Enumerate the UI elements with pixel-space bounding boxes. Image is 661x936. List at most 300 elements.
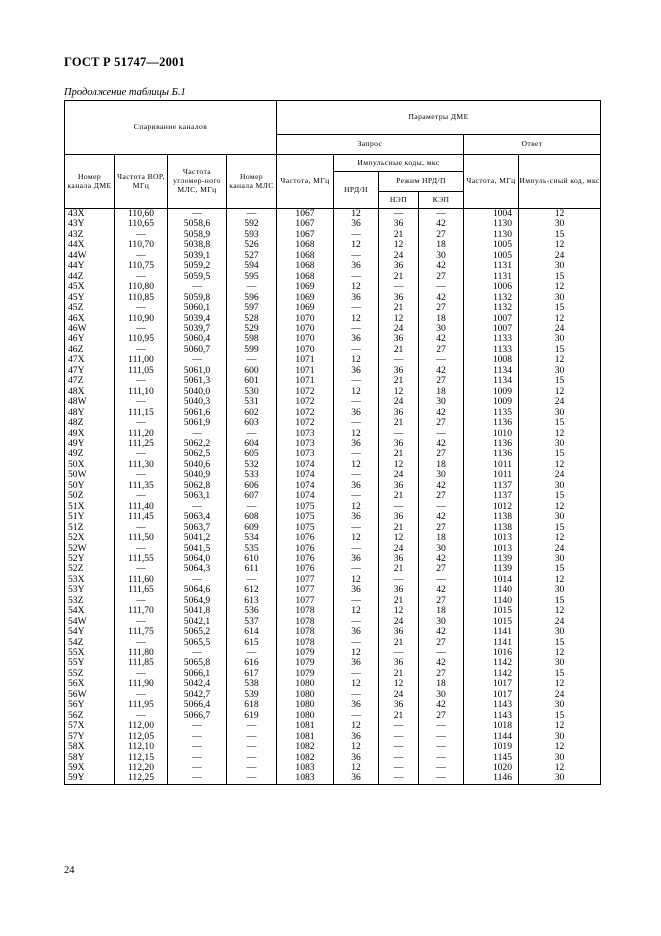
cell-pulse-code-nrd-n: 12 [334, 314, 379, 324]
cell-pulse-code-nep: 24 [379, 251, 419, 261]
cell-dme-channel: 47X [65, 355, 115, 365]
table-row [65, 470, 601, 480]
table-row [65, 544, 601, 554]
cell-mls-angle-frequency: — [168, 429, 227, 439]
table-row [65, 554, 601, 564]
cell-pulse-code-kep: 30 [419, 251, 464, 261]
cell-request-frequency: 1068 [277, 272, 334, 282]
cell-pulse-code-nep: 21 [379, 564, 419, 574]
cell-vor-frequency: — [115, 251, 168, 261]
cell-reply-pulse-code: 15 [519, 345, 601, 355]
cell-mls-channel: 595 [227, 272, 277, 282]
cell-reply-pulse-code: 12 [519, 460, 601, 470]
cell-mls-channel: 613 [227, 596, 277, 606]
cell-vor-frequency: 111,25 [115, 439, 168, 449]
table-row [65, 314, 601, 324]
table-row [65, 575, 601, 585]
cell-pulse-code-nep: — [379, 732, 419, 742]
cell-pulse-code-nep: — [379, 355, 419, 365]
cell-reply-pulse-code: 15 [519, 596, 601, 606]
cell-mls-angle-frequency: 5060,7 [168, 345, 227, 355]
cell-reply-frequency: 1012 [464, 502, 519, 512]
cell-pulse-code-nep: 36 [379, 408, 419, 418]
cell-request-frequency: 1081 [277, 732, 334, 742]
cell-mls-angle-frequency: — [168, 502, 227, 512]
header-pulse-codes: Импульсные коды, мкс [334, 155, 464, 172]
cell-mls-angle-frequency: — [168, 575, 227, 585]
table-row [65, 606, 601, 616]
table-row [65, 345, 601, 355]
cell-pulse-code-nrd-n: 36 [334, 658, 379, 668]
cell-mls-angle-frequency: 5066,7 [168, 711, 227, 721]
cell-pulse-code-kep: 30 [419, 690, 464, 700]
cell-mls-channel: 534 [227, 533, 277, 543]
cell-vor-frequency: 111,95 [115, 700, 168, 710]
cell-request-frequency: 1073 [277, 439, 334, 449]
cell-vor-frequency: — [115, 345, 168, 355]
table-row [65, 334, 601, 344]
cell-request-frequency: 1070 [277, 334, 334, 344]
cell-pulse-code-kep: 42 [419, 700, 464, 710]
cell-pulse-code-nrd-n: 12 [334, 679, 379, 689]
cell-pulse-code-kep: 27 [419, 272, 464, 282]
table-row [65, 512, 601, 522]
cell-reply-pulse-code: 24 [519, 617, 601, 627]
cell-mls-angle-frequency: 5060,4 [168, 334, 227, 344]
cell-request-frequency: 1078 [277, 627, 334, 637]
cell-pulse-code-nrd-n: — [334, 711, 379, 721]
cell-mls-channel: 527 [227, 251, 277, 261]
cell-mls-angle-frequency: 5060,1 [168, 303, 227, 313]
cell-reply-frequency: 1138 [464, 523, 519, 533]
cell-request-frequency: 1081 [277, 721, 334, 731]
cell-mls-channel: 605 [227, 449, 277, 459]
cell-reply-pulse-code: 30 [519, 219, 601, 229]
cell-reply-pulse-code: 12 [519, 606, 601, 616]
cell-vor-frequency: — [115, 669, 168, 679]
cell-mls-channel: 611 [227, 564, 277, 574]
cell-dme-channel: 56Z [65, 711, 115, 721]
cell-pulse-code-nrd-n: — [334, 345, 379, 355]
cell-dme-channel: 48X [65, 387, 115, 397]
cell-mls-channel: 593 [227, 230, 277, 240]
cell-pulse-code-nep: 24 [379, 470, 419, 480]
table-row [65, 439, 601, 449]
cell-mls-angle-frequency: — [168, 763, 227, 773]
cell-mls-channel: 615 [227, 638, 277, 648]
table-row [65, 491, 601, 501]
cell-mls-channel: 617 [227, 669, 277, 679]
cell-reply-frequency: 1017 [464, 679, 519, 689]
cell-vor-frequency: 111,30 [115, 460, 168, 470]
cell-pulse-code-nep: 21 [379, 711, 419, 721]
cell-pulse-code-nrd-n: 12 [334, 502, 379, 512]
cell-mls-channel: — [227, 732, 277, 742]
table-row [65, 387, 601, 397]
header-channel-pairing: Спаривание каналов [65, 101, 277, 155]
cell-pulse-code-nrd-n: 36 [334, 732, 379, 742]
cell-pulse-code-kep: 30 [419, 617, 464, 627]
cell-mls-angle-frequency: 5041,5 [168, 544, 227, 554]
cell-vor-frequency: 111,10 [115, 387, 168, 397]
table-row [65, 638, 601, 648]
cell-reply-frequency: 1020 [464, 763, 519, 773]
cell-dme-channel: 56Y [65, 700, 115, 710]
cell-mls-angle-frequency: 5064,0 [168, 554, 227, 564]
cell-pulse-code-nrd-n: — [334, 564, 379, 574]
cell-pulse-code-kep: 27 [419, 230, 464, 240]
cell-vor-frequency: — [115, 324, 168, 334]
table-row [65, 533, 601, 543]
cell-reply-frequency: 1006 [464, 282, 519, 292]
cell-reply-pulse-code: 12 [519, 575, 601, 585]
cell-pulse-code-nep: 12 [379, 387, 419, 397]
cell-reply-frequency: 1007 [464, 314, 519, 324]
cell-dme-channel: 43Y [65, 219, 115, 229]
cell-mls-angle-frequency: — [168, 732, 227, 742]
cell-mls-channel: 616 [227, 658, 277, 668]
cell-reply-frequency: 1014 [464, 575, 519, 585]
table-row [65, 679, 601, 689]
cell-mls-channel: — [227, 502, 277, 512]
cell-pulse-code-nep: — [379, 575, 419, 585]
cell-mls-channel: — [227, 742, 277, 752]
cell-mls-channel: 528 [227, 314, 277, 324]
cell-mls-channel: 594 [227, 261, 277, 271]
cell-mls-channel: — [227, 721, 277, 731]
cell-pulse-code-nrd-n: — [334, 449, 379, 459]
cell-mls-channel: 598 [227, 334, 277, 344]
cell-pulse-code-kep: 27 [419, 345, 464, 355]
cell-dme-channel: 56W [65, 690, 115, 700]
header-nrd-n: НРД/Н [334, 172, 379, 209]
cell-reply-frequency: 1130 [464, 219, 519, 229]
cell-vor-frequency: 112,05 [115, 732, 168, 742]
cell-reply-pulse-code: 15 [519, 638, 601, 648]
cell-pulse-code-kep: 42 [419, 261, 464, 271]
cell-vor-frequency: 111,45 [115, 512, 168, 522]
cell-mls-angle-frequency: 5058,6 [168, 219, 227, 229]
cell-pulse-code-nrd-n: — [334, 669, 379, 679]
cell-vor-frequency: 111,80 [115, 648, 168, 658]
cell-reply-pulse-code: 15 [519, 303, 601, 313]
cell-reply-pulse-code: 12 [519, 282, 601, 292]
table-row [65, 272, 601, 282]
cell-reply-frequency: 1017 [464, 690, 519, 700]
cell-reply-pulse-code: 15 [519, 230, 601, 240]
cell-mls-angle-frequency: 5063,4 [168, 512, 227, 522]
cell-pulse-code-nep: 21 [379, 449, 419, 459]
table-row [65, 648, 601, 658]
cell-reply-pulse-code: 12 [519, 533, 601, 543]
cell-mls-angle-frequency: — [168, 209, 227, 220]
cell-mls-channel: 600 [227, 366, 277, 376]
cell-reply-frequency: 1133 [464, 345, 519, 355]
cell-vor-frequency: 111,00 [115, 355, 168, 365]
cell-pulse-code-nep: — [379, 753, 419, 763]
cell-mls-angle-frequency: 5061,6 [168, 408, 227, 418]
cell-mls-angle-frequency: 5042,4 [168, 679, 227, 689]
cell-reply-frequency: 1135 [464, 408, 519, 418]
cell-pulse-code-nep: 36 [379, 512, 419, 522]
cell-dme-channel: 47Z [65, 376, 115, 386]
cell-reply-pulse-code: 12 [519, 502, 601, 512]
cell-reply-frequency: 1007 [464, 324, 519, 334]
cell-vor-frequency: 111,35 [115, 481, 168, 491]
cell-mls-angle-frequency: 5064,9 [168, 596, 227, 606]
table-row [65, 366, 601, 376]
cell-mls-angle-frequency: 5059,2 [168, 261, 227, 271]
cell-pulse-code-kep: 27 [419, 564, 464, 574]
table-row [65, 481, 601, 491]
cell-pulse-code-kep: 30 [419, 544, 464, 554]
cell-pulse-code-kep: 42 [419, 439, 464, 449]
cell-mls-channel: — [227, 773, 277, 784]
cell-reply-frequency: 1133 [464, 334, 519, 344]
cell-reply-frequency: 1011 [464, 460, 519, 470]
cell-reply-pulse-code: 30 [519, 261, 601, 271]
cell-pulse-code-nrd-n: 12 [334, 387, 379, 397]
table-row [65, 523, 601, 533]
cell-vor-frequency: — [115, 596, 168, 606]
cell-pulse-code-kep: — [419, 282, 464, 292]
table-row [65, 773, 601, 784]
table-row [65, 230, 601, 240]
cell-reply-frequency: 1143 [464, 700, 519, 710]
cell-mls-angle-frequency: 5063,7 [168, 523, 227, 533]
cell-reply-frequency: 1139 [464, 554, 519, 564]
cell-vor-frequency: — [115, 617, 168, 627]
cell-dme-channel: 56X [65, 679, 115, 689]
cell-pulse-code-nrd-n: 36 [334, 261, 379, 271]
cell-vor-frequency: 111,90 [115, 679, 168, 689]
table-row [65, 355, 601, 365]
cell-pulse-code-kep: — [419, 648, 464, 658]
cell-vor-frequency: — [115, 491, 168, 501]
table-row [65, 303, 601, 313]
cell-pulse-code-nrd-n: 12 [334, 742, 379, 752]
cell-pulse-code-nep: 12 [379, 533, 419, 543]
cell-pulse-code-kep: 27 [419, 596, 464, 606]
cell-vor-frequency: 111,70 [115, 606, 168, 616]
cell-vor-frequency: — [115, 711, 168, 721]
cell-pulse-code-nep: 24 [379, 617, 419, 627]
cell-pulse-code-nrd-n: — [334, 638, 379, 648]
cell-mls-channel: 612 [227, 585, 277, 595]
cell-dme-channel: 57Y [65, 732, 115, 742]
cell-mls-angle-frequency: 5040,6 [168, 460, 227, 470]
cell-vor-frequency: 112,15 [115, 753, 168, 763]
cell-pulse-code-nep: 21 [379, 523, 419, 533]
cell-reply-pulse-code: 30 [519, 732, 601, 742]
cell-reply-frequency: 1131 [464, 272, 519, 282]
cell-pulse-code-nrd-n: — [334, 272, 379, 282]
cell-reply-frequency: 1013 [464, 533, 519, 543]
cell-pulse-code-kep: 42 [419, 293, 464, 303]
cell-mls-angle-frequency: 5039,7 [168, 324, 227, 334]
cell-reply-pulse-code: 15 [519, 711, 601, 721]
cell-request-frequency: 1074 [277, 470, 334, 480]
cell-reply-frequency: 1009 [464, 387, 519, 397]
cell-reply-pulse-code: 30 [519, 773, 601, 784]
cell-dme-channel: 44Y [65, 261, 115, 271]
cell-request-frequency: 1079 [277, 648, 334, 658]
cell-mls-angle-frequency: — [168, 355, 227, 365]
cell-dme-channel: 58X [65, 742, 115, 752]
cell-request-frequency: 1073 [277, 429, 334, 439]
cell-pulse-code-kep: 30 [419, 397, 464, 407]
table-row [65, 658, 601, 668]
cell-reply-pulse-code: 15 [519, 272, 601, 282]
cell-pulse-code-kep: 27 [419, 303, 464, 313]
cell-pulse-code-nrd-n: — [334, 491, 379, 501]
cell-pulse-code-kep: 42 [419, 481, 464, 491]
cell-pulse-code-kep: — [419, 575, 464, 585]
cell-mls-channel: 601 [227, 376, 277, 386]
cell-pulse-code-kep: 18 [419, 387, 464, 397]
cell-reply-frequency: 1009 [464, 397, 519, 407]
cell-pulse-code-kep: 27 [419, 491, 464, 501]
cell-vor-frequency: — [115, 418, 168, 428]
cell-pulse-code-nep: — [379, 773, 419, 784]
cell-request-frequency: 1080 [277, 700, 334, 710]
table-row [65, 429, 601, 439]
cell-pulse-code-nrd-n: 12 [334, 648, 379, 658]
cell-reply-pulse-code: 30 [519, 627, 601, 637]
cell-mls-channel: 537 [227, 617, 277, 627]
cell-vor-frequency: — [115, 523, 168, 533]
table-row [65, 251, 601, 261]
cell-dme-channel: 52X [65, 533, 115, 543]
cell-pulse-code-nrd-n: 12 [334, 606, 379, 616]
cell-request-frequency: 1074 [277, 491, 334, 501]
cell-pulse-code-nrd-n: 12 [334, 533, 379, 543]
cell-request-frequency: 1077 [277, 575, 334, 585]
cell-pulse-code-nrd-n: 12 [334, 575, 379, 585]
cell-pulse-code-nrd-n: — [334, 324, 379, 334]
cell-reply-pulse-code: 30 [519, 554, 601, 564]
cell-pulse-code-nep: 36 [379, 366, 419, 376]
cell-reply-frequency: 1140 [464, 585, 519, 595]
cell-reply-frequency: 1137 [464, 481, 519, 491]
cell-vor-frequency: 110,60 [115, 209, 168, 220]
cell-reply-frequency: 1015 [464, 606, 519, 616]
table-row [65, 742, 601, 752]
cell-mls-channel: 597 [227, 303, 277, 313]
table-row [65, 408, 601, 418]
cell-reply-frequency: 1131 [464, 261, 519, 271]
cell-vor-frequency: 111,05 [115, 366, 168, 376]
cell-pulse-code-nep: — [379, 763, 419, 773]
cell-vor-frequency: — [115, 303, 168, 313]
table-row [65, 564, 601, 574]
cell-pulse-code-nrd-n: — [334, 544, 379, 554]
cell-pulse-code-nrd-n: 12 [334, 721, 379, 731]
cell-vor-frequency: 111,20 [115, 429, 168, 439]
cell-pulse-code-kep: 18 [419, 606, 464, 616]
cell-mls-channel: 526 [227, 240, 277, 250]
table-row [65, 596, 601, 606]
cell-reply-pulse-code: 30 [519, 585, 601, 595]
cell-mls-angle-frequency: 5063,1 [168, 491, 227, 501]
cell-dme-channel: 54W [65, 617, 115, 627]
cell-dme-channel: 49Z [65, 449, 115, 459]
cell-pulse-code-nep: 21 [379, 669, 419, 679]
cell-dme-channel: 44W [65, 251, 115, 261]
cell-pulse-code-nep: 36 [379, 293, 419, 303]
cell-dme-channel: 45Z [65, 303, 115, 313]
cell-mls-channel: 532 [227, 460, 277, 470]
cell-reply-frequency: 1008 [464, 355, 519, 365]
cell-reply-pulse-code: 12 [519, 648, 601, 658]
cell-pulse-code-nrd-n: 12 [334, 240, 379, 250]
cell-dme-channel: 51Y [65, 512, 115, 522]
cell-request-frequency: 1070 [277, 345, 334, 355]
cell-pulse-code-nep: 21 [379, 376, 419, 386]
cell-pulse-code-nrd-n: 36 [334, 293, 379, 303]
cell-vor-frequency: — [115, 449, 168, 459]
cell-pulse-code-nep: 12 [379, 606, 419, 616]
cell-reply-pulse-code: 30 [519, 481, 601, 491]
cell-mls-channel: — [227, 763, 277, 773]
cell-pulse-code-nep: 12 [379, 679, 419, 689]
cell-dme-channel: 59Y [65, 773, 115, 784]
cell-vor-frequency: 110,95 [115, 334, 168, 344]
cell-request-frequency: 1070 [277, 314, 334, 324]
cell-dme-channel: 52W [65, 544, 115, 554]
cell-vor-frequency: 111,40 [115, 502, 168, 512]
cell-dme-channel: 50W [65, 470, 115, 480]
cell-pulse-code-nrd-n: — [334, 251, 379, 261]
cell-pulse-code-kep: — [419, 732, 464, 742]
table-row [65, 460, 601, 470]
cell-pulse-code-nrd-n: 36 [334, 627, 379, 637]
cell-request-frequency: 1078 [277, 606, 334, 616]
cell-pulse-code-nrd-n: — [334, 596, 379, 606]
cell-request-frequency: 1075 [277, 502, 334, 512]
cell-dme-channel: 54X [65, 606, 115, 616]
table-row [65, 700, 601, 710]
cell-mls-angle-frequency: 5059,8 [168, 293, 227, 303]
cell-reply-pulse-code: 12 [519, 240, 601, 250]
cell-reply-frequency: 1132 [464, 293, 519, 303]
cell-pulse-code-nep: 36 [379, 554, 419, 564]
document-title: ГОСТ Р 51747—2001 [64, 55, 185, 69]
cell-reply-pulse-code: 12 [519, 679, 601, 689]
cell-reply-frequency: 1005 [464, 240, 519, 250]
cell-reply-pulse-code: 24 [519, 470, 601, 480]
cell-mls-channel: 536 [227, 606, 277, 616]
cell-vor-frequency: 111,60 [115, 575, 168, 585]
cell-request-frequency: 1068 [277, 261, 334, 271]
cell-reply-frequency: 1139 [464, 564, 519, 574]
cell-request-frequency: 1076 [277, 564, 334, 574]
cell-mls-angle-frequency: 5042,7 [168, 690, 227, 700]
cell-pulse-code-nep: — [379, 742, 419, 752]
cell-reply-pulse-code: 30 [519, 366, 601, 376]
cell-mls-angle-frequency: — [168, 648, 227, 658]
cell-request-frequency: 1070 [277, 324, 334, 334]
table-row [65, 240, 601, 250]
cell-request-frequency: 1077 [277, 596, 334, 606]
cell-request-frequency: 1076 [277, 554, 334, 564]
cell-pulse-code-nep: 21 [379, 345, 419, 355]
cell-dme-channel: 46Z [65, 345, 115, 355]
cell-pulse-code-nrd-n: 36 [334, 773, 379, 784]
cell-mls-channel: 604 [227, 439, 277, 449]
cell-pulse-code-nrd-n: 36 [334, 334, 379, 344]
cell-reply-frequency: 1141 [464, 638, 519, 648]
